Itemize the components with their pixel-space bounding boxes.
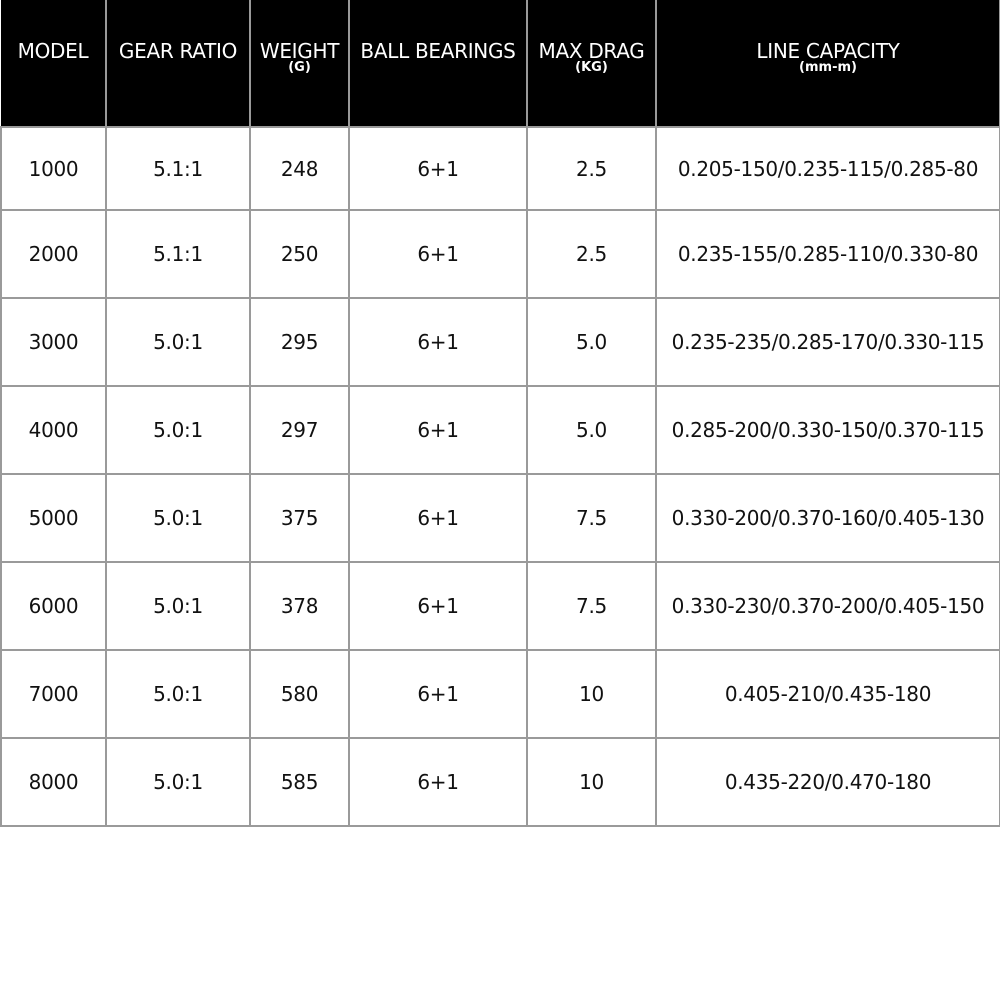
cell-model: 8000: [1, 738, 106, 826]
cell-gear-ratio: 5.1:1: [106, 127, 250, 210]
table-row: [1, 210, 1000, 298]
cell-gear-ratio: 5.0:1: [106, 562, 250, 650]
table-row: [1, 562, 1000, 650]
header-unit: (mm-m): [799, 60, 857, 75]
cell-line-capacity: 0.235-155/0.285-110/0.330-80: [656, 210, 1000, 298]
cell-max-drag: 10: [527, 738, 656, 826]
table-row: [1, 738, 1000, 826]
cell-max-drag: 5.0: [527, 386, 656, 474]
table-row: [1, 298, 1000, 386]
cell-max-drag: 2.5: [527, 210, 656, 298]
cell-line-capacity: 0.330-230/0.370-200/0.405-150: [656, 562, 1000, 650]
cell-max-drag: 10: [527, 650, 656, 738]
cell-weight: 248: [250, 127, 349, 210]
table-row: [1, 127, 1000, 210]
cell-weight: 580: [250, 650, 349, 738]
table-row: [1, 650, 1000, 738]
cell-line-capacity: 0.285-200/0.330-150/0.370-115: [656, 386, 1000, 474]
cell-max-drag: 5.0: [527, 298, 656, 386]
cell-gear-ratio: 5.0:1: [106, 738, 250, 826]
table-row: [1, 386, 1000, 474]
cell-gear-ratio: 5.0:1: [106, 650, 250, 738]
header-label: MAX DRAG: [538, 39, 645, 63]
cell-model: 1000: [1, 127, 106, 210]
header-unit: (G): [288, 60, 311, 75]
table-row: [1, 474, 1000, 562]
cell-ball-bearings: 6+1: [349, 738, 527, 826]
header-line-capacity: [656, 0, 1000, 127]
cell-weight: 295: [250, 298, 349, 386]
header-unit: (KG): [575, 60, 608, 75]
cell-max-drag: 7.5: [527, 474, 656, 562]
header-label: WEIGHT: [259, 39, 340, 63]
cell-gear-ratio: 5.0:1: [106, 298, 250, 386]
cell-ball-bearings: 6+1: [349, 562, 527, 650]
header-model: [1, 0, 106, 127]
header-weight: [250, 0, 349, 127]
cell-ball-bearings: 6+1: [349, 650, 527, 738]
header-label: LINE CAPACITY: [756, 39, 900, 63]
cell-ball-bearings: 6+1: [349, 210, 527, 298]
cell-model: 5000: [1, 474, 106, 562]
cell-weight: 585: [250, 738, 349, 826]
cell-gear-ratio: 5.0:1: [106, 474, 250, 562]
header-row: [1, 0, 1000, 127]
header-gear-ratio: [106, 0, 250, 127]
cell-weight: 378: [250, 562, 349, 650]
cell-line-capacity: 0.235-235/0.285-170/0.330-115: [656, 298, 1000, 386]
header-max-drag: [527, 0, 656, 127]
header-label: BALL BEARINGS: [360, 39, 516, 63]
cell-model: 4000: [1, 386, 106, 474]
cell-model: 3000: [1, 298, 106, 386]
cell-model: 2000: [1, 210, 106, 298]
cell-weight: 375: [250, 474, 349, 562]
cell-ball-bearings: 6+1: [349, 386, 527, 474]
cell-line-capacity: 0.405-210/0.435-180: [656, 650, 1000, 738]
cell-model: 6000: [1, 562, 106, 650]
cell-weight: 297: [250, 386, 349, 474]
cell-gear-ratio: 5.0:1: [106, 386, 250, 474]
cell-line-capacity: 0.205-150/0.235-115/0.285-80: [656, 127, 1000, 210]
cell-weight: 250: [250, 210, 349, 298]
cell-gear-ratio: 5.1:1: [106, 210, 250, 298]
header-label: GEAR RATIO: [118, 39, 238, 63]
header-label: MODEL: [17, 39, 89, 63]
cell-line-capacity: 0.330-200/0.370-160/0.405-130: [656, 474, 1000, 562]
cell-max-drag: 7.5: [527, 562, 656, 650]
cell-ball-bearings: 6+1: [349, 127, 527, 210]
table-header: [1, 0, 1000, 127]
header-ball-bearings: [349, 0, 527, 127]
table-body: [1, 127, 1000, 826]
cell-max-drag: 2.5: [527, 127, 656, 210]
cell-ball-bearings: 6+1: [349, 298, 527, 386]
cell-model: 7000: [1, 650, 106, 738]
cell-ball-bearings: 6+1: [349, 474, 527, 562]
cell-line-capacity: 0.435-220/0.470-180: [656, 738, 1000, 826]
